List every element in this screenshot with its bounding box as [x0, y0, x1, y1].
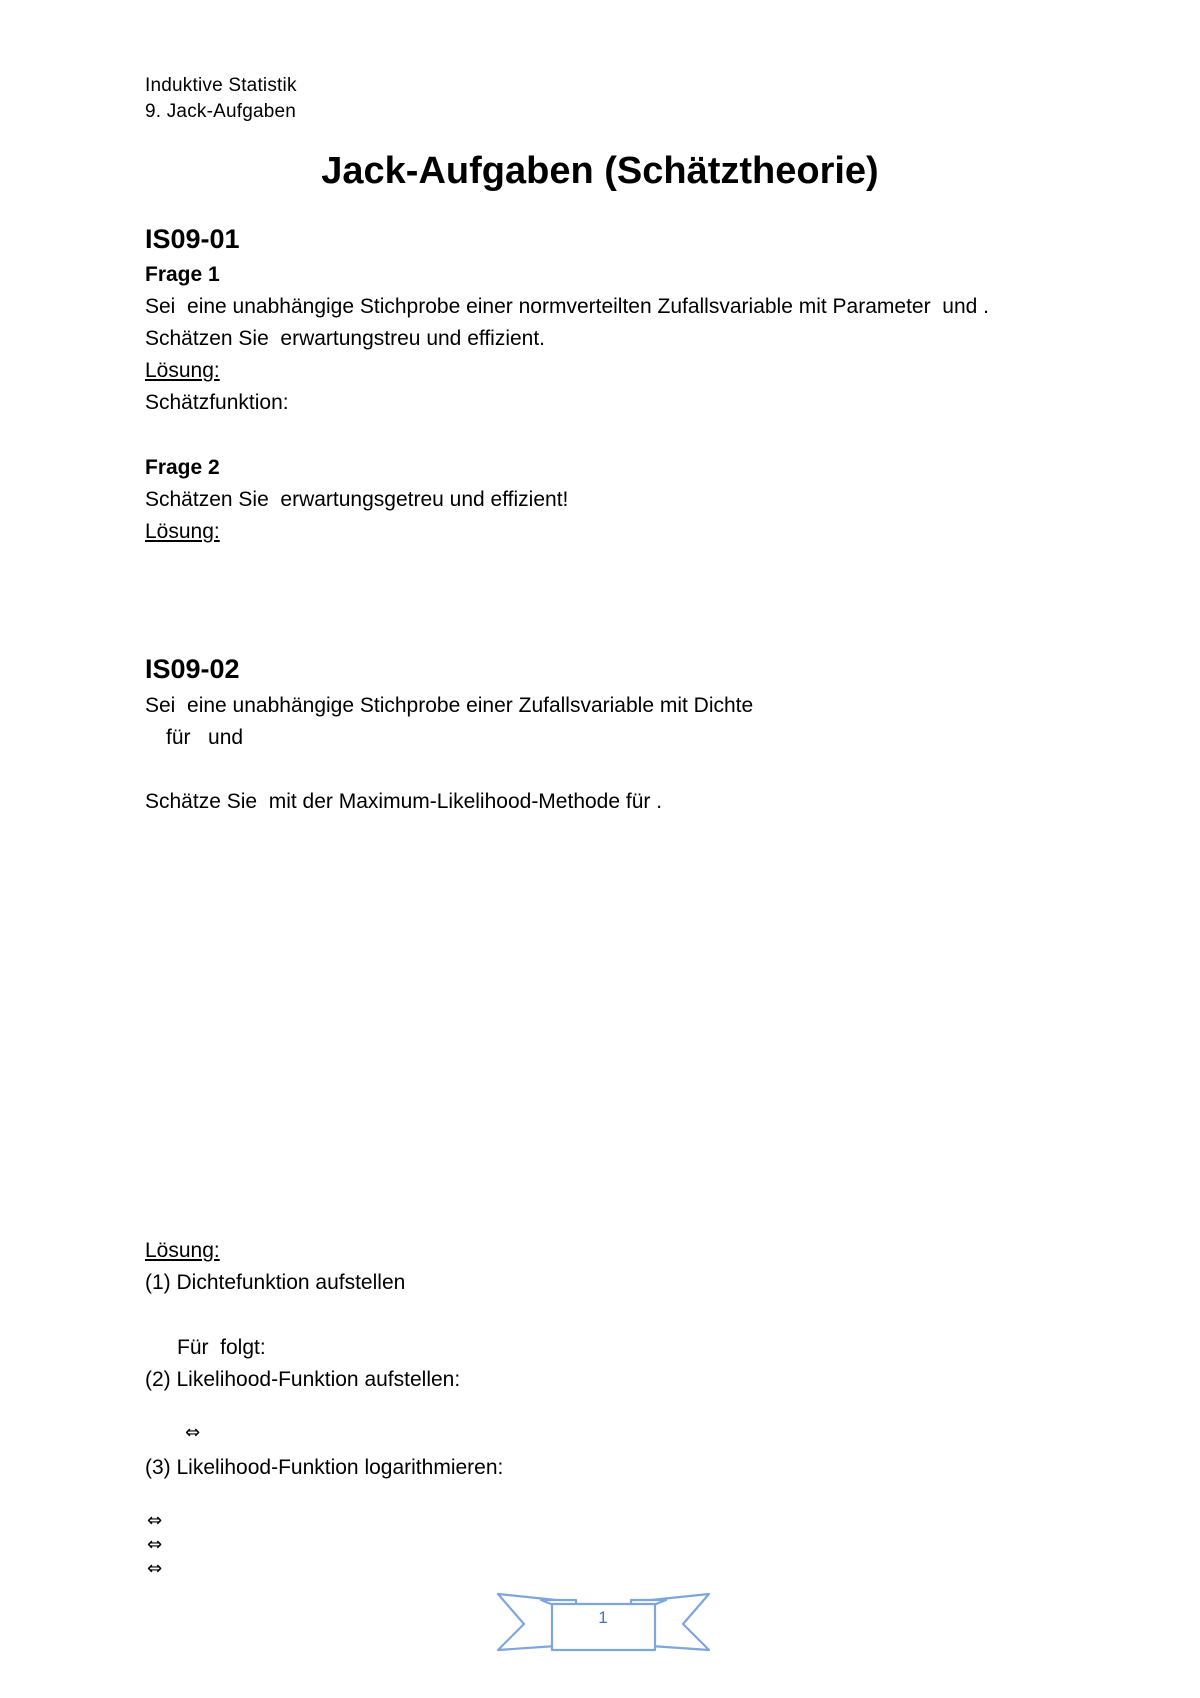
is09-02-text: Sei eine unabhängige Stichprobe einer Zufallsvariable mit Dichte [145, 694, 754, 717]
header-course: Induktive Statistik [145, 75, 297, 96]
question-2-solution-label: Lösung: [145, 520, 220, 543]
question-1-task: Schätzen Sie erwartungstreu und effizient. [145, 327, 546, 350]
question-2-text: Schätzen Sie erwartungsgetreu und effizient! [145, 488, 569, 511]
step-1-label: (1) Dichtefunktion aufstellen [145, 1271, 406, 1294]
header-chapter: 9. Jack-Aufgaben [145, 101, 297, 122]
is09-02-solution-label: Lösung: [145, 1239, 220, 1262]
page-number: 1 [598, 1608, 608, 1627]
step-1-follow: Für folgt: [177, 1336, 266, 1359]
question-1-solution-label: Lösung: [145, 359, 220, 382]
section-heading-is09-02: IS09-02 [145, 654, 240, 684]
equivalence-icon: ⇔ [147, 1558, 163, 1579]
is09-02-task: Schätze Sie mit der Maximum-Likelihood-Methode für . [145, 790, 663, 813]
page-title: Jack-Aufgaben (Schätztheorie) [321, 150, 879, 192]
section-heading-is09-01: IS09-01 [145, 224, 240, 254]
equivalence-icon: ⇔ [185, 1422, 201, 1443]
equivalence-icon: ⇔ [147, 1510, 163, 1531]
question-1-label: Frage 1 [145, 263, 220, 286]
question-1-estimator-label: Schätzfunktion: [145, 391, 289, 414]
is09-02-condition: für und [166, 726, 244, 749]
step-2-label: (2) Likelihood-Funktion aufstellen: [145, 1368, 461, 1391]
equivalence-icon: ⇔ [147, 1534, 163, 1555]
question-1-text: Sei eine unabhängige Stichprobe einer normverteilten Zufallsvariable mit Parameter und . [145, 295, 989, 318]
question-2-label: Frage 2 [145, 456, 220, 479]
step-3-label: (3) Likelihood-Funktion logarithmieren: [145, 1456, 504, 1479]
